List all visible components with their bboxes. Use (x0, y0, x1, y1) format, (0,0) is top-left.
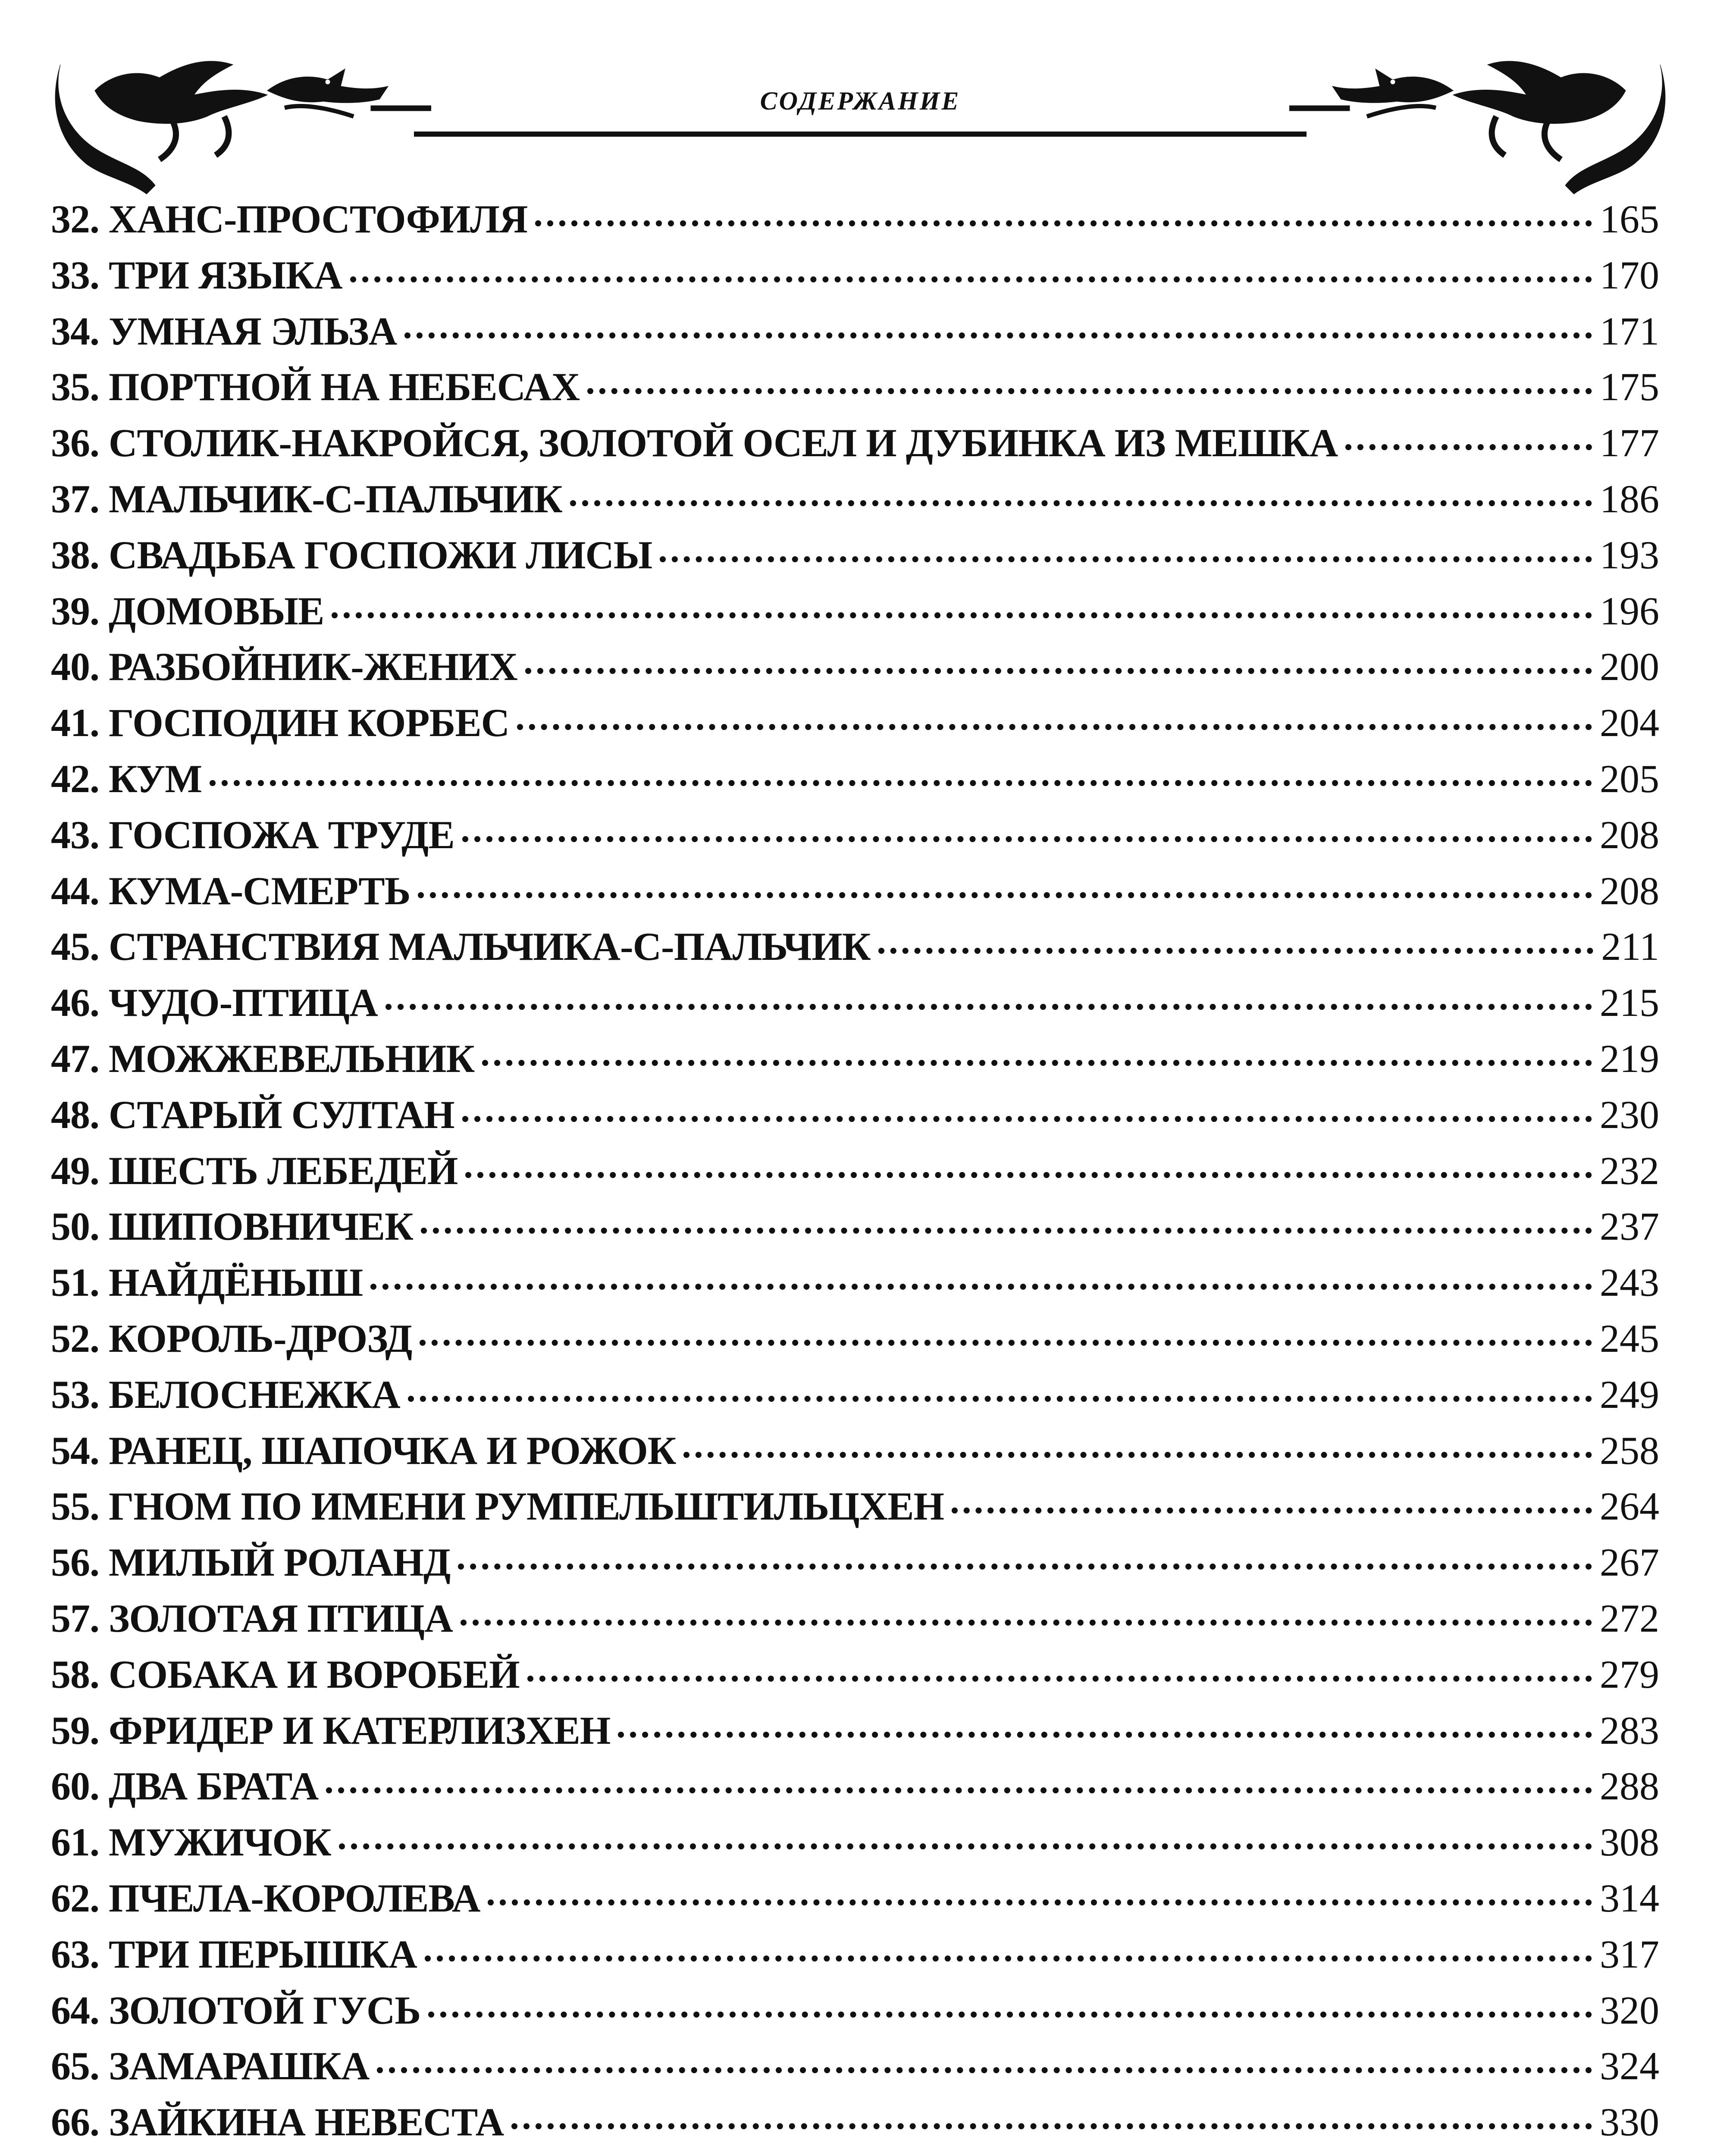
toc-entry[interactable] (51, 1372, 1659, 1428)
toc-entry[interactable] (51, 980, 1659, 1036)
toc-entry-page: 186 (1600, 476, 1659, 521)
toc-entry-title: 44. КУМА-СМЕРТЬ (51, 868, 411, 913)
dot-leader (952, 1507, 1592, 1514)
toc-entry-title: 32. ХАНС-ПРОСТОФИЛЯ (51, 197, 528, 241)
toc-entry-title: 50. ШИПОВНИЧЕК (51, 1204, 413, 1249)
toc-entry[interactable] (51, 812, 1659, 868)
toc-entry[interactable] (51, 1987, 1659, 2043)
toc-entry-title: 52. КОРОЛЬ-ДРОЗД (51, 1316, 412, 1360)
toc-entry-page: 193 (1600, 533, 1659, 577)
toc-entry[interactable] (51, 1260, 1659, 1316)
toc-entry-page: 219 (1600, 1036, 1659, 1081)
toc-entry-page: 272 (1600, 1596, 1659, 1640)
toc-entry[interactable] (51, 756, 1659, 812)
toc-entry[interactable] (51, 1092, 1659, 1148)
toc-entry-title: 47. МОЖЖЕВЕЛЬНИК (51, 1036, 475, 1081)
dot-leader (570, 500, 1592, 506)
toc-entry[interactable] (51, 2099, 1659, 2155)
dot-leader (428, 2012, 1592, 2018)
dot-leader (517, 724, 1592, 730)
toc-entry-title: 66. ЗАЙКИНА НЕВЕСТА (51, 2100, 504, 2144)
toc-entry-page: 308 (1600, 1820, 1659, 1865)
dot-leader (404, 332, 1592, 338)
header-rule (414, 132, 1307, 137)
dot-leader (385, 1004, 1592, 1010)
toc-entry-page: 196 (1600, 589, 1659, 633)
dot-leader (350, 276, 1592, 282)
toc-entry-page: 243 (1600, 1260, 1659, 1305)
toc-entry-page: 237 (1600, 1204, 1659, 1249)
toc-entry-page: 165 (1600, 197, 1659, 241)
toc-entry-title: 60. ДВА БРАТА (51, 1764, 319, 1808)
toc-entry-title: 42. КУМ (51, 756, 202, 801)
dot-leader (535, 220, 1592, 226)
toc-entry-page: 258 (1600, 1428, 1659, 1473)
toc-entry-page: 320 (1600, 1988, 1659, 2032)
toc-entry-page: 205 (1600, 756, 1659, 801)
dot-leader (525, 668, 1592, 674)
toc-entry-page: 204 (1600, 701, 1659, 745)
dot-leader (370, 1284, 1592, 1290)
toc-entry-page: 264 (1600, 1484, 1659, 1529)
dot-leader (683, 1452, 1592, 1458)
toc-entry[interactable] (51, 1708, 1659, 1764)
toc-entry[interactable] (51, 1595, 1659, 1651)
toc-entry[interactable] (51, 1539, 1659, 1595)
page-header (43, 30, 1677, 185)
page-title: СОДЕРЖАНИЕ (760, 87, 961, 115)
dot-leader (332, 612, 1592, 618)
toc-entry-page: 267 (1600, 1540, 1659, 1585)
toc-entry-title: 43. ГОСПОЖА ТРУДЕ (51, 812, 454, 857)
toc-entry-page: 171 (1600, 309, 1659, 353)
dot-leader (1345, 444, 1592, 450)
dot-leader (462, 836, 1592, 842)
toc-entry-title: 39. ДОМОВЫЕ (51, 589, 324, 633)
toc-entry[interactable] (51, 1763, 1659, 1819)
toc-entry[interactable] (51, 1931, 1659, 1987)
dot-leader (210, 780, 1592, 786)
dot-leader (482, 1060, 1592, 1066)
toc-entry-page: 314 (1600, 1876, 1659, 1920)
toc-entry[interactable] (51, 1875, 1659, 1931)
toc-entry-page: 324 (1600, 2044, 1659, 2088)
toc-entry-page: 170 (1600, 253, 1659, 297)
toc-entry-title: 56. МИЛЫЙ РОЛАНД (51, 1540, 451, 1585)
toc-entry-page: 288 (1600, 1764, 1659, 1808)
dot-leader (527, 1676, 1592, 1682)
toc-entry[interactable] (51, 1148, 1659, 1204)
dot-leader (339, 1843, 1592, 1849)
toc-entry-title: 46. ЧУДО-ПТИЦА (51, 981, 378, 1025)
toc-entry-title: 38. СВАДЬБА ГОСПОЖИ ЛИСЫ (51, 533, 652, 577)
dot-leader (511, 2123, 1592, 2129)
toc-entry-page: 245 (1600, 1316, 1659, 1360)
toc-entry-page: 208 (1600, 812, 1659, 857)
toc-entry-page: 215 (1600, 981, 1659, 1025)
dot-leader (878, 948, 1594, 954)
toc-entry-title: 59. ФРИДЕР И КАТЕРЛИЗХЕН (51, 1708, 611, 1752)
toc-entry-title: 36. СТОЛИК-НАКРОЙСЯ, ЗОЛОТОЙ ОСЕЛ И ДУБИНКА ИЗ МЕШКА (51, 421, 1338, 465)
toc-entry[interactable] (51, 868, 1659, 924)
toc-entry-page: 230 (1600, 1092, 1659, 1137)
toc-entry[interactable] (51, 924, 1659, 980)
toc-entry-page: 177 (1600, 421, 1659, 465)
toc-entry-page: 317 (1600, 1932, 1659, 1976)
dot-leader (326, 1787, 1592, 1793)
toc-entry-page: 208 (1600, 868, 1659, 913)
toc-entry-title: 64. ЗОЛОТОЙ ГУСЬ (51, 1988, 421, 2032)
toc-entry-title: 63. ТРИ ПЕРЫШКА (51, 1932, 417, 1976)
toc-entry-page: 283 (1600, 1708, 1659, 1752)
toc-entry[interactable] (51, 1203, 1659, 1260)
toc-entry-title: 55. ГНОМ ПО ИМЕНИ РУМПЕЛЬШТИЛЬЦХЕН (51, 1484, 944, 1529)
dot-leader (377, 2067, 1592, 2073)
toc-entry[interactable] (51, 700, 1659, 756)
toc-entry[interactable] (51, 1428, 1659, 1484)
toc-entry-title: 53. БЕЛОСНЕЖКА (51, 1372, 400, 1416)
table-of-contents (51, 196, 1659, 2156)
dot-leader (408, 1396, 1592, 1402)
toc-entry[interactable] (51, 588, 1659, 644)
toc-entry[interactable] (51, 1651, 1659, 1708)
toc-entry-page: 175 (1600, 365, 1659, 409)
dot-leader (418, 892, 1592, 898)
toc-entry[interactable] (51, 420, 1659, 476)
dot-leader (421, 1228, 1592, 1234)
toc-entry[interactable] (51, 1819, 1659, 1875)
dot-leader (660, 556, 1592, 562)
dot-leader (587, 388, 1592, 394)
toc-entry-page: 200 (1600, 645, 1659, 689)
toc-entry-title: 41. ГОСПОДИН КОРБЕС (51, 701, 510, 745)
toc-entry-title: 54. РАНЕЦ, ШАПОЧКА И РОЖОК (51, 1428, 676, 1473)
toc-entry[interactable] (51, 1483, 1659, 1539)
toc-entry-title: 48. СТАРЫЙ СУЛТАН (51, 1092, 454, 1137)
dot-leader (618, 1732, 1592, 1738)
toc-entry-title: 34. УМНАЯ ЭЛЬЗА (51, 309, 397, 353)
toc-entry-page: 232 (1600, 1148, 1659, 1193)
toc-entry[interactable] (51, 1316, 1659, 1372)
toc-entry[interactable] (51, 476, 1659, 532)
toc-entry[interactable] (51, 1036, 1659, 1092)
toc-entry[interactable] (51, 196, 1659, 252)
toc-entry-page: 249 (1600, 1372, 1659, 1416)
toc-entry-title: 65. ЗАМАРАШКА (51, 2044, 370, 2088)
toc-entry-title: 57. ЗОЛОТАЯ ПТИЦА (51, 1596, 453, 1640)
toc-entry[interactable] (51, 308, 1659, 364)
toc-entry-title: 58. СОБАКА И ВОРОБЕЙ (51, 1652, 520, 1696)
toc-entry-title: 37. МАЛЬЧИК-С-ПАЛЬЧИК (51, 476, 562, 521)
toc-entry-page: 330 (1600, 2100, 1659, 2144)
toc-entry[interactable] (51, 644, 1659, 700)
dragon-ornament-left-icon (43, 39, 431, 203)
toc-entry-title: 35. ПОРТНОЙ НА НЕБЕСАХ (51, 365, 580, 409)
toc-entry[interactable] (51, 532, 1659, 588)
toc-entry-title: 49. ШЕСТЬ ЛЕБЕДЕЙ (51, 1148, 458, 1193)
dot-leader (461, 1620, 1592, 1626)
toc-entry-page: 279 (1600, 1652, 1659, 1696)
toc-entry-title: 45. СТРАНСТВИЯ МАЛЬЧИКА-С-ПАЛЬЧИК (51, 924, 871, 969)
dragon-ornament-right-icon (1289, 39, 1677, 203)
toc-entry[interactable] (51, 2043, 1659, 2099)
toc-entry-title: 61. МУЖИЧОК (51, 1820, 331, 1865)
dot-leader (462, 1116, 1592, 1122)
toc-entry-title: 33. ТРИ ЯЗЫКА (51, 253, 342, 297)
toc-entry-title: 40. РАЗБОЙНИК-ЖЕНИХ (51, 645, 517, 689)
toc-entry[interactable] (51, 252, 1659, 308)
dot-leader (420, 1340, 1592, 1346)
toc-entry-page: 211 (1601, 924, 1659, 969)
dot-leader (488, 1899, 1592, 1905)
toc-entry[interactable] (51, 364, 1659, 420)
dot-leader (458, 1564, 1592, 1570)
dot-leader (465, 1172, 1592, 1178)
toc-entry-title: 62. ПЧЕЛА-КОРОЛЕВА (51, 1876, 480, 1920)
dot-leader (425, 1955, 1592, 1962)
toc-entry-title: 51. НАЙДЁНЫШ (51, 1260, 363, 1305)
